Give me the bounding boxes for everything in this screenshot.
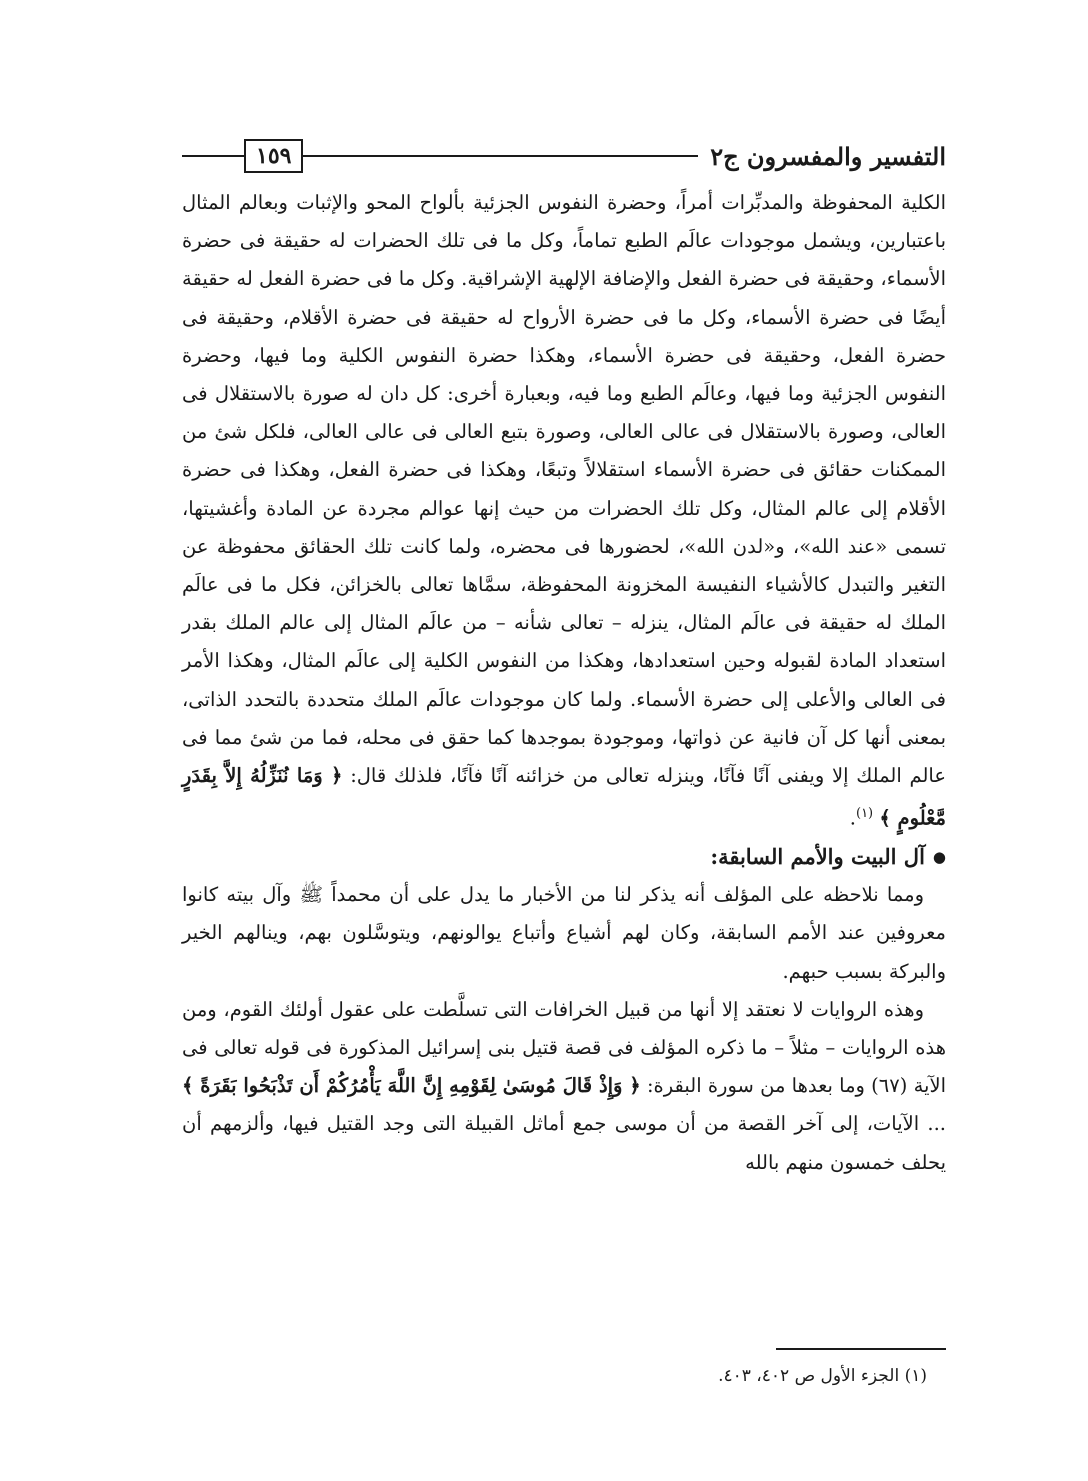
paragraph (182, 991, 946, 1182)
header-rule-short (182, 155, 244, 157)
quran-quote: ﴿ وَمَا نُنَزِّلُهُ إِلاَّ بِقَدَرٍ مَّعْلُومٍ ﴾ (182, 764, 946, 830)
quran-quote: ﴿ وَإِذْ قَالَ مُوسَىٰ لِقَوْمِهِ إِنَّ اللَّهَ يَأْمُرُكُمْ أَن تَذْبَحُوا بَقَرَةً ﴾ (182, 1074, 641, 1098)
paragraph: الكلية المحفوظة والمدبِّرات أمراً، وحضرة النفوس الجزئية بألواح المحو والإثبات وبعالم المثال باعتبارين، ويشمل موجودات عالَم الطبع تماماً، وكل ما فى تلك الحضرات له حقيقة فى حضرة الأسماء، وحقيقة فى حضرة الفعل والإضافة الإلهية الإشراقية. وكل ما فى حضرة الفعل له حقيقة أيضًا فى حضرة الأسماء، وكل ما فى حضرة الأرواح له حقيقة فى حضرة الأقلام، وحقيقة فى حضرة الفعل، وحقيقة فى حضرة الأسماء، وهكذا حضرة النفوس الكلية وما فيها، وحضرة النفوس الجزئية وما فيها، وعالَم الطبع وما فيه، وبعبارة أخرى: كل دان له صورة بالاستقلال فى العالى، وصورة بالاستقلال فى عالى العالى، وصورة بتبع العالى فى عالى العالى، فلكل شئ من الممكنات حقائق فى حضرة الأسماء استقلالاً وتبعًا، وهكذا فى حضرة الفعل، وهكذا فى حضرة الأقلام إلى عالم المثال، وكل تلك الحضرات من حيث إنها عوالم مجردة عن المادة وأغشيتها، تسمى «عند الله»، و«لدن الله»، لحضورها فى محضره، ولما كانت تلك الحقائق محفوظة عن التغير والتبدل كالأشياء النفيسة المخزونة المحفوظة، سمَّاها تعالى بالخزائن، فكل ما فى عالَم الملك له حقيقة فى عالَم المثال، ينزله – تعالى شأنه – من عالَم المثال إلى عالم الملك بقدر استعداد المادة لقبوله وحين استعدادها، وهكذا من النفوس الكلية إلى عالَم المثال، وهكذا الأمر فى العالى والأعلى إلى حضرة الأسماء. ولما كان موجودات عالَم الملك متحددة بالتحدد الذاتى، بمعنى أنها كل آن فانية عن ذواتها، وموجودة بموجدها كما حقق فى محله، فما من شئ مما فى عالم الملك إلا ويفنى آنًا فآنًا، وينزله تعالى من خزائنه آنًا فآنًا، فلذلك قال: ﴿ وَمَا نُنَزِّلُهُ إِلاَّ بِقَدَرٍ مَّعْلُومٍ ﴾ $^{(١)}$. (182, 191, 946, 830)
footnote-ref: (١) (855, 806, 874, 822)
paragraph-text: وهذه الروايات لا نعتقد إلا أنها من قبيل الخرافات التى تسلَّطت على عقول أولئك القوم، ومن هذه الروايات – مثلاً – ما ذكره المؤلف فى قصة قتيل بنى إسرائيل المذكورة فى قوله تعالى فى الآية (٦٧) وما بعدها من سورة البقرة: (182, 997, 947, 1098)
section-heading (182, 838, 946, 876)
page-number: ١٥٩ (244, 139, 303, 173)
footnote: (١) الجزء الأول ص ٤٠٢، ٤٠٣. (718, 1366, 927, 1386)
bullet-icon: ● (932, 847, 946, 866)
paragraph-text: الكلية المحفوظة والمدبِّرات أمراً، وحضرة النفوس الجزئية بألواح المحو والإثبات وبعالم المثال باعتبارين، ويشمل موجودات عالَم الطبع تماماً، وكل ما فى تلك الحضرات له حقيقة فى حضرة الأسماء، وحقيقة فى حضرة الفعل والإضافة الإلهية الإشراقية. وكل ما فى حضرة الفعل له حقيقة أيضًا فى حضرة الأسماء، وكل ما فى حضرة الأرواح له حقيقة فى حضرة الأقلام، وحقيقة فى حضرة الفعل، وحقيقة فى حضرة الأسماء، وهكذا حضرة النفوس الكلية وما فيها، وحضرة النفوس الجزئية وما فيها، وعالَم الطبع وما فيه، وبعبارة أخرى: كل دان له صورة بالاستقلال فى العالى، وصورة بالاستقلال فى عالى العالى، وصورة بتبع العالى فى عالى العالى، فلكل شئ من الممكنات حقائق فى حضرة الأسماء استقلالاً وتبعًا، وهكذا فى حضرة الفعل، وهكذا فى حضرة الأقلام إلى عالم المثال، وكل تلك الحضرات من حيث إنها عوالم مجردة عن المادة وأغشيتها، تسمى «عند الله»، و«لدن الله»، لحضورها فى محضره، ولما كانت تلك الحقائق محفوظة عن التغير والتبدل كالأشياء النفيسة المخزونة المحفوظة، سمَّاها تعالى بالخزائن، فكل ما فى عالَم الملك له حقيقة فى عالَم المثال، ينزله – تعالى شأنه – من عالَم المثال إلى عالم الملك بقدر استعداد المادة لقبوله وحين استعدادها، وهكذا من النفوس الكلية إلى عالَم المثال، وهكذا الأمر فى العالى والأعلى إلى حضرة الأسماء. ولما كان موجودات عالَم الملك متحددة بالتحدد الذاتى، بمعنى أنها كل آن فانية عن ذواتها، وموجودة بموجدها كما حقق فى محله، فما من شئ مما فى عالم الملك إلا ويفنى آنًا فآنًا، وينزله تعالى من خزائنه آنًا فآنًا، فلذلك قال: (182, 191, 946, 788)
page-header (182, 136, 946, 176)
paragraph: ومما نلاحظه على المؤلف أنه يذكر لنا من الأخبار ما يدل على أن محمداً ﷺ وآل بيته كانوا معروفين عند الأمم السابقة، وكان لهم أشياع وأتباع يوالونهم، ويتوسَّلون بهم، وينالهم الخير والبركة بسبب حبهم. (182, 883, 946, 983)
section-heading-text: آل البيت والأمم السابقة: (710, 843, 925, 869)
running-title: التفسير والمفسرون ج٢ (710, 141, 946, 171)
header-rule (303, 155, 698, 157)
paragraph-text: ... الآيات، إلى آخر القصة من أن موسى جمع أماثل القبيلة التى وجد القتيل فيها، وألزمهم أن يحلف خمسون منهم بالله (182, 1112, 946, 1174)
footnote-rule (776, 1348, 946, 1350)
page-body (182, 184, 946, 1182)
